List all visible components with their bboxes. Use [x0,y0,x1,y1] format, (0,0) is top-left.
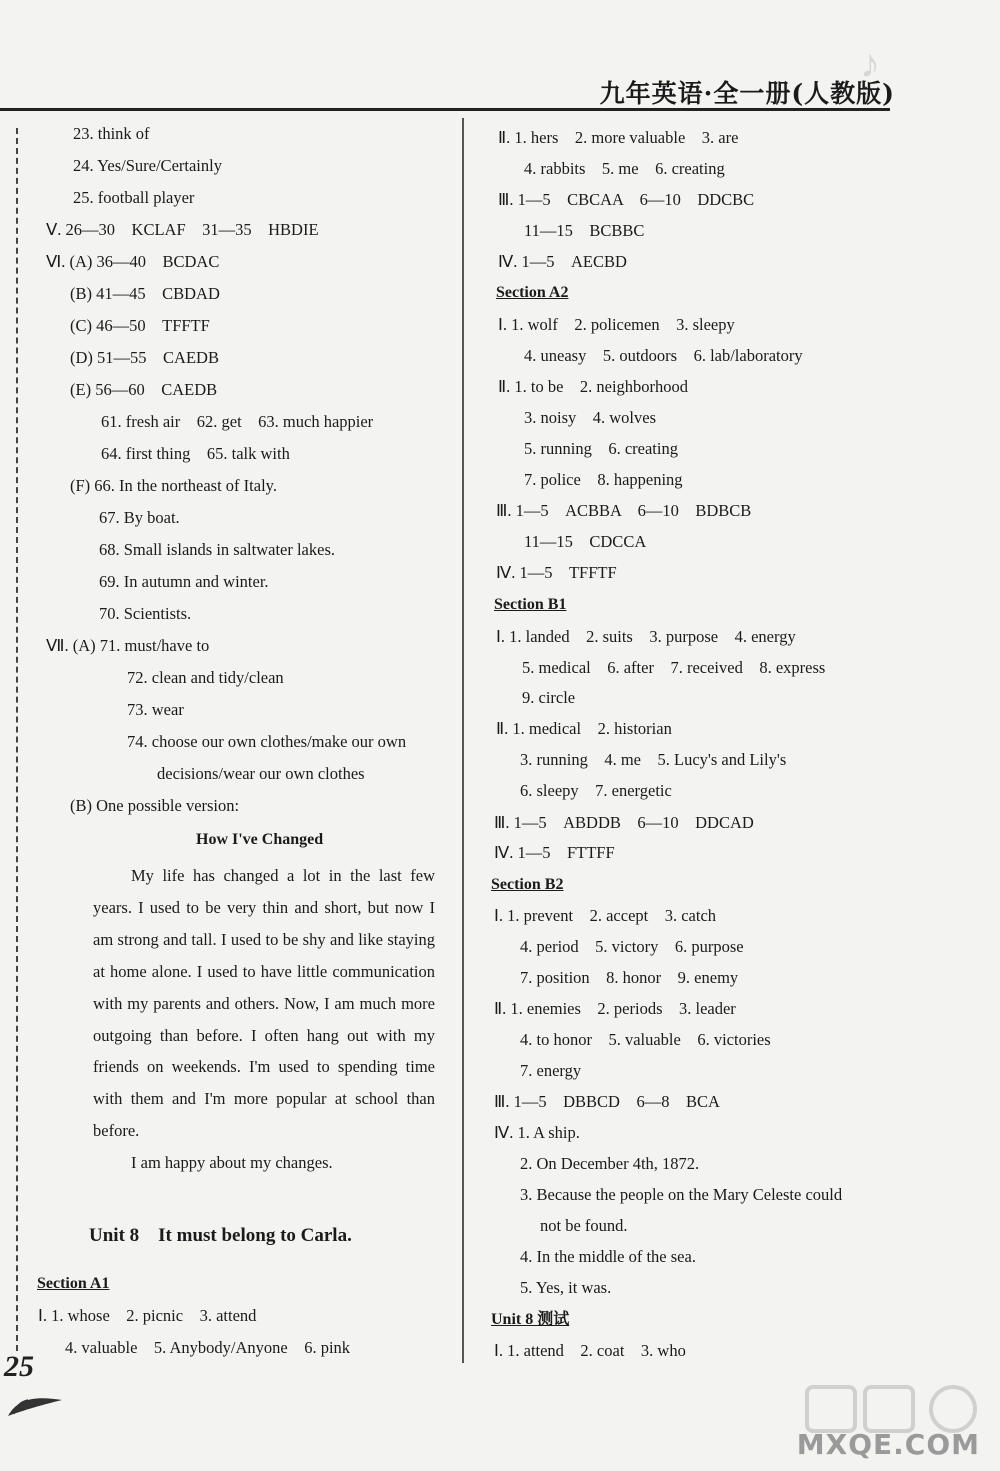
page-number: 25 [4,1350,34,1383]
answer-line: Ⅰ. 1. landed 2. suits 3. purpose 4. energy [496,627,796,646]
answer-line: 64. first thing 65. talk with [101,444,290,463]
answer-line: 5. Yes, it was. [520,1278,612,1297]
leaf-ornament-icon [6,1392,66,1422]
unit-title: Unit 8 It must belong to Carla. [89,1225,352,1246]
answer-line: Ⅲ. 1—5 DBBCD 6—8 BCA [494,1092,720,1111]
essay-paragraph: I am happy about my changes. [131,1153,333,1173]
answer-line: Ⅲ. 1—5 CBCAA 6—10 DDCBC [498,190,755,209]
answer-line: Ⅴ. 26—30 KCLAF 31—35 HBDIE [46,220,319,239]
answer-line: Ⅵ. (A) 36—40 BCDAC [46,252,220,271]
section-heading: Section A1 [37,1275,110,1292]
header-decoration: ♪ [860,41,880,86]
answer-line: Ⅰ. 1. prevent 2. accept 3. catch [494,906,717,925]
answer-line: 25. football player [73,188,195,207]
essay-title: How I've Changed [196,831,324,848]
answer-line: 74. choose our own clothes/make our own [127,732,407,751]
section-heading: Section B2 [491,876,564,893]
answer-line: Ⅰ. 1. attend 2. coat 3. who [494,1341,686,1360]
answer-line: Ⅳ. 1—5 AECBD [498,252,627,271]
answer-line: 3. Because the people on the Mary Celeste could [520,1185,843,1204]
answer-line: 11—15 BCBBC [524,221,645,240]
answer-line: Ⅲ. 1—5 ABDDB 6—10 DDCAD [494,813,754,832]
answer-line: (D) 51—55 CAEDB [70,348,219,367]
watermark-text: MXQE.COM [796,1428,980,1461]
answer-line: Ⅱ. 1. hers 2. more valuable 3. are [498,128,739,147]
answer-line: 4. to honor 5. valuable 6. victories [520,1030,771,1049]
answer-line: 4. period 5. victory 6. purpose [520,937,744,956]
header-rule [0,108,890,111]
essay-paragraph: My life has changed a lot in the last few years. I used to be very thin and short, but now I am strong and tall. I used to be shy and like staying at home alone. I used to have little communication with my parents and others. Now, I am much more outgoing than before. I often hang out with my friends on weekends. I'm used to spending time with them and I'm more popular at school than before. [93,866,435,1141]
column-divider [462,118,464,1363]
answer-line: 9. circle [522,688,576,707]
answer-line: 4. rabbits 5. me 6. creating [524,159,725,178]
answer-line: 2. On December 4th, 1872. [520,1154,700,1173]
answer-line: Ⅳ. 1. A ship. [494,1123,580,1142]
answer-line: 69. In autumn and winter. [99,572,269,591]
answer-line: 6. sleepy 7. energetic [520,781,672,800]
answer-line: 23. think of [73,124,150,143]
answer-line: 67. By boat. [99,508,180,527]
answer-line: 3. noisy 4. wolves [524,408,656,427]
answer-line: (F) 66. In the northeast of Italy. [70,476,277,495]
answer-line: Ⅱ. 1. enemies 2. periods 3. leader [494,999,736,1018]
page-header-title: 九年英语·全一册(人教版) [599,79,895,108]
answer-line: 4. In the middle of the sea. [520,1247,696,1266]
answer-line: 72. clean and tidy/clean [127,668,284,687]
answer-line: Ⅰ. 1. wolf 2. policemen 3. sleepy [498,315,735,334]
answer-line: not be found. [540,1216,628,1235]
sample-essay [93,860,435,1179]
answer-line: (C) 46—50 TFFTF [70,316,210,335]
answer-line: Ⅳ. 1—5 FTTFF [494,843,615,862]
answer-line: 70. Scientists. [99,604,192,623]
answer-line: Ⅰ. 1. whose 2. picnic 3. attend [38,1306,257,1325]
answer-line: 4. uneasy 5. outdoors 6. lab/laboratory [524,346,803,365]
answer-line: (B) 41—45 CBDAD [70,284,220,303]
answer-line: 68. Small islands in saltwater lakes. [99,540,336,559]
answer-line: Ⅶ. (A) 71. must/have to [46,636,210,655]
answer-line: (E) 56—60 CAEDB [70,380,218,399]
answer-line: 4. valuable 5. Anybody/Anyone 6. pink [65,1338,351,1357]
answer-line: 61. fresh air 62. get 63. much happier [101,412,374,431]
answer-line: (B) One possible version: [70,796,240,815]
answer-line: 7. energy [520,1061,582,1080]
answer-line: 24. Yes/Sure/Certainly [73,156,222,175]
section-heading: Section B1 [494,596,567,613]
answer-line: 3. running 4. me 5. Lucy's and Lily's [520,750,787,769]
answer-line: 73. wear [127,700,184,719]
answer-line: 7. police 8. happening [524,470,683,489]
answer-line: Ⅱ. 1. to be 2. neighborhood [498,377,689,396]
answer-line: 5. medical 6. after 7. received 8. express [522,658,826,677]
section-heading: Unit 8 测试 [491,1311,570,1328]
answer-line: decisions/wear our own clothes [157,764,365,783]
answer-line: Ⅲ. 1—5 ACBBA 6—10 BDBCB [496,501,752,520]
answer-line: Ⅳ. 1—5 TFFTF [496,563,617,582]
left-margin-rule [16,128,18,1351]
answer-line: 7. position 8. honor 9. enemy [520,968,739,987]
answer-line: 5. running 6. creating [524,439,678,458]
answer-line: 11—15 CDCCA [524,532,647,551]
answer-line: Ⅱ. 1. medical 2. historian [496,719,672,738]
section-heading: Section A2 [496,284,569,301]
